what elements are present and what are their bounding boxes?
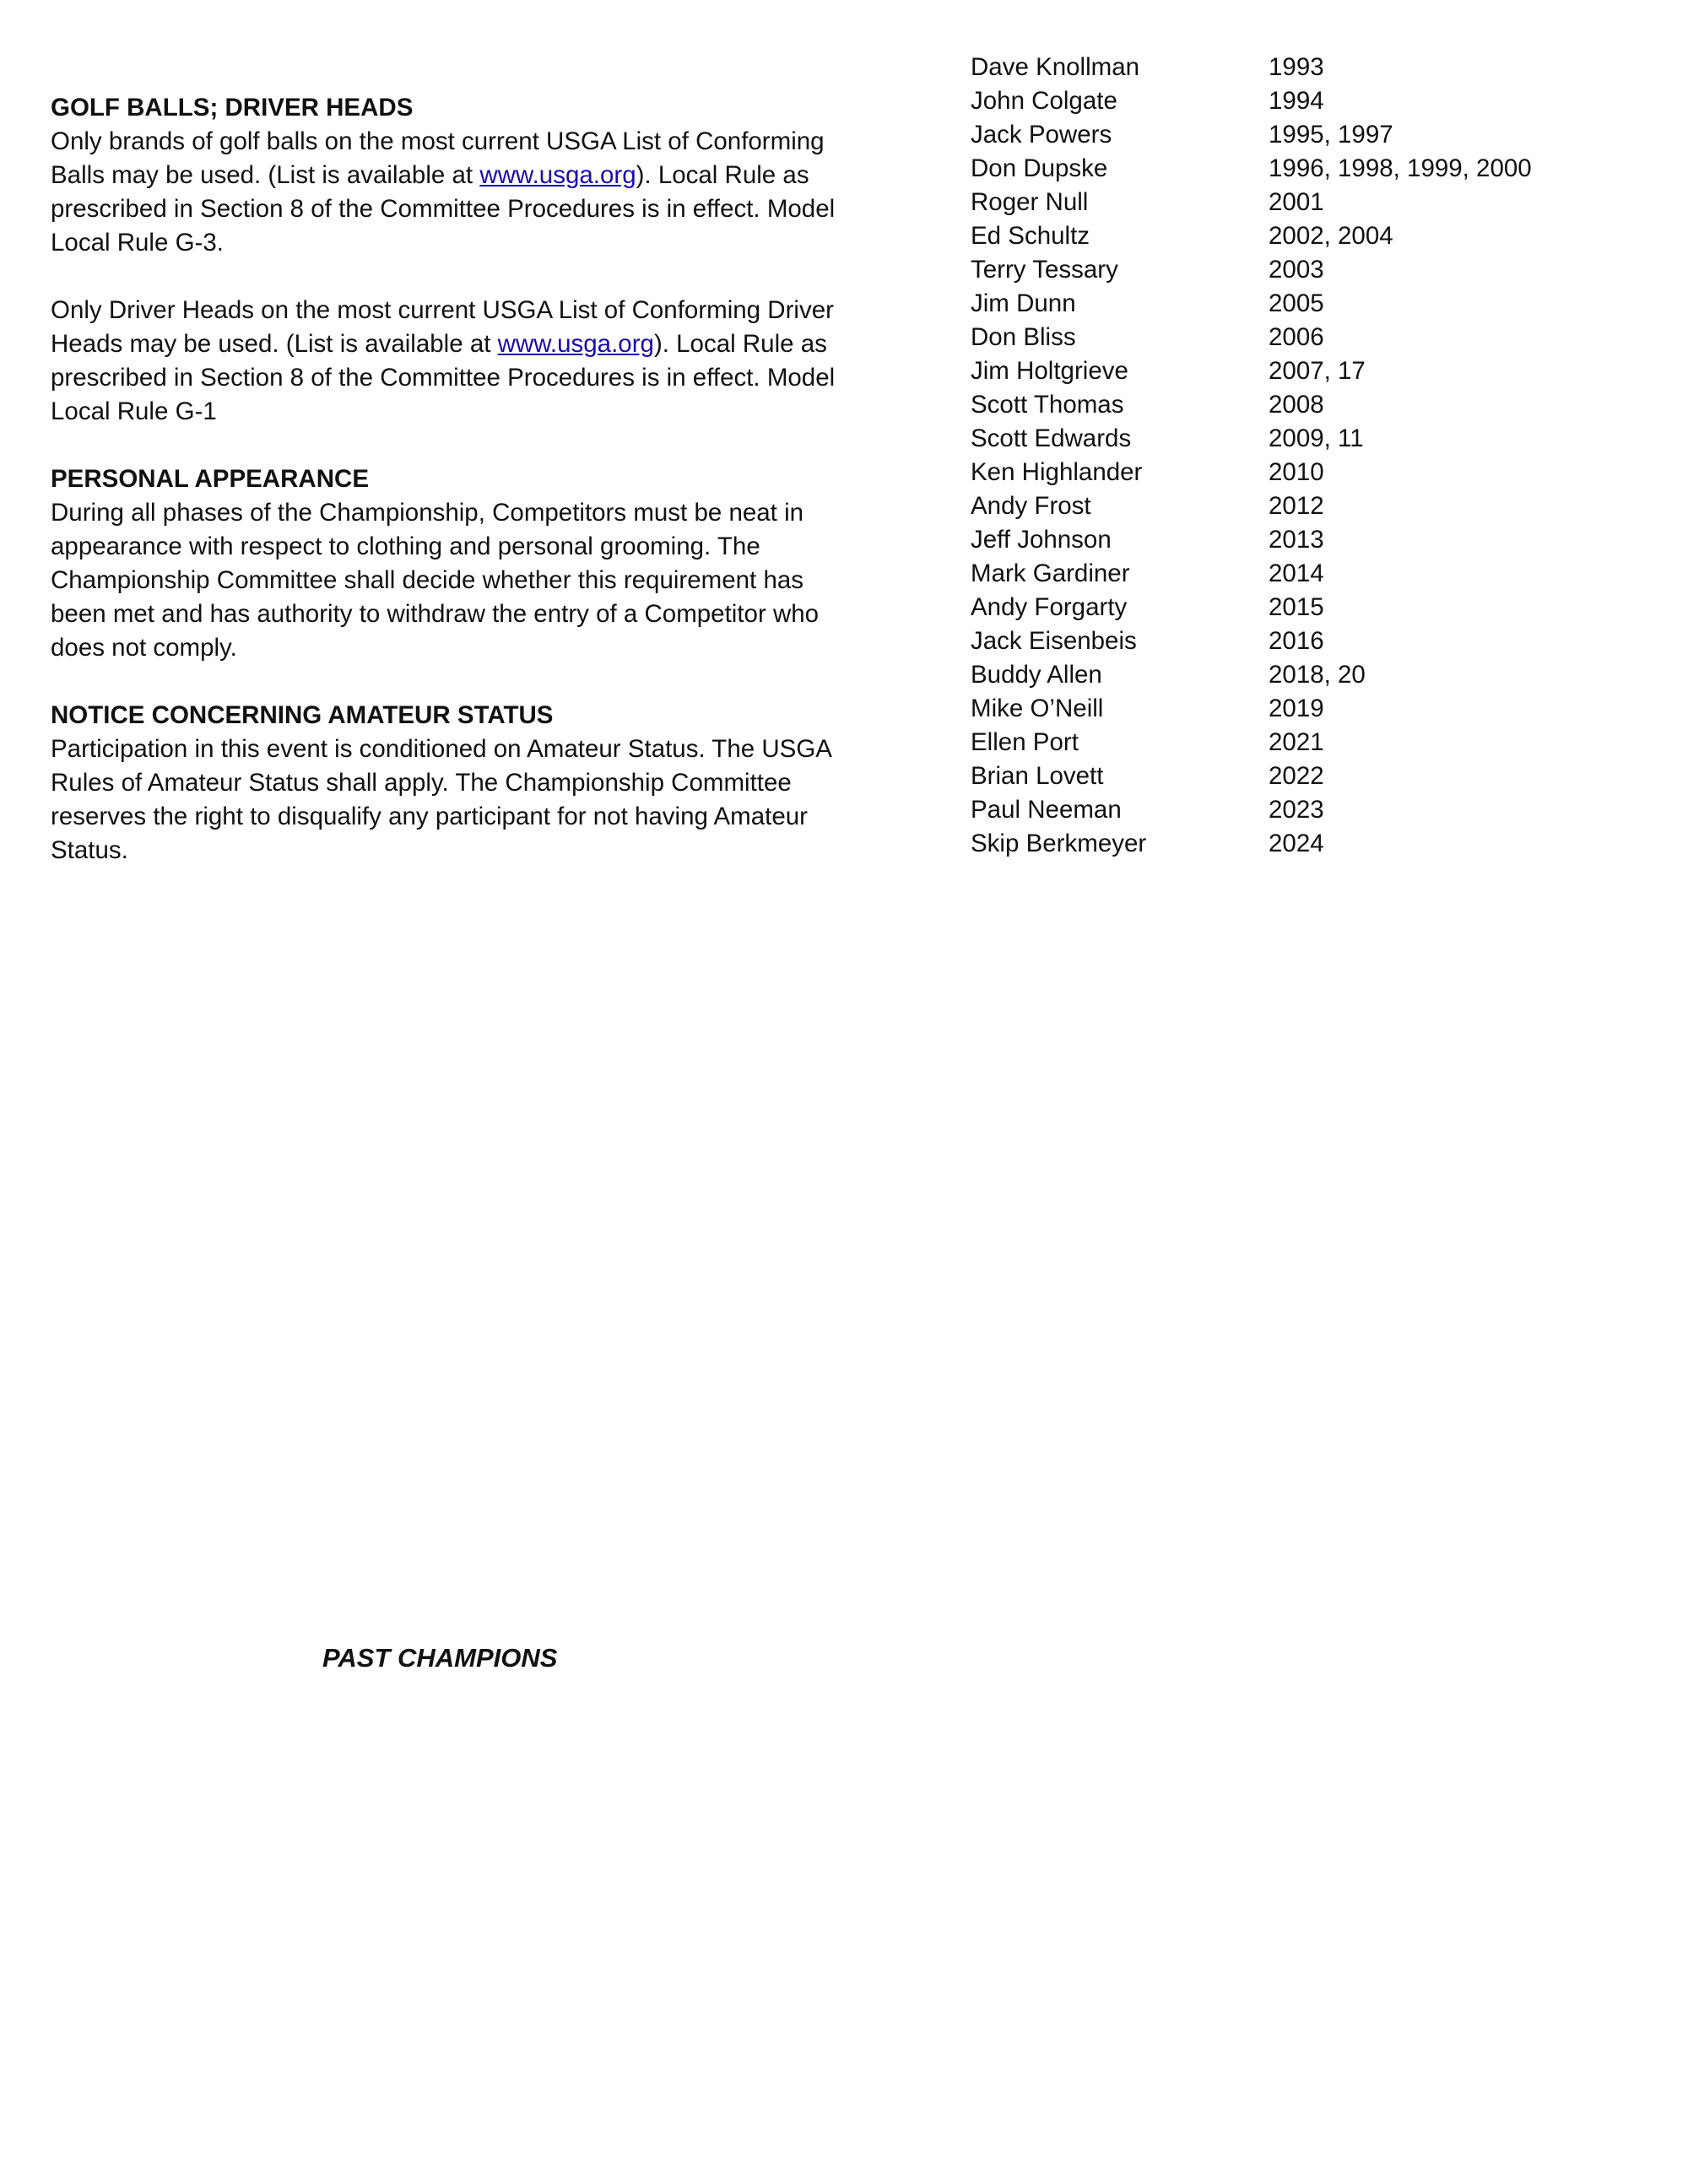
driver-heads-paragraph	[51, 294, 844, 429]
champion-row	[971, 84, 1646, 118]
amateur-status-section	[51, 699, 844, 868]
usga-link-balls[interactable]: www.usga.org	[479, 161, 636, 189]
champion-years: 2016	[1269, 627, 1324, 655]
golf-balls-text-start: Only brands of golf balls on the most current USGA List of Conforming Balls may be used. (List is available at	[51, 127, 825, 189]
champion-years: 1995, 1997	[1269, 121, 1393, 149]
champion-years: 2002, 2004	[1269, 222, 1393, 250]
champion-name: Don Dupske	[971, 154, 1108, 182]
champion-row	[971, 523, 1646, 557]
champion-row	[971, 624, 1646, 658]
champion-row	[971, 321, 1646, 354]
champion-row	[971, 152, 1646, 186]
champion-years: 1993	[1269, 53, 1324, 81]
champion-name: Andy Forgarty	[971, 593, 1128, 621]
champion-row	[971, 422, 1646, 456]
champion-years: 2006	[1269, 323, 1324, 351]
champion-name: Jeff Johnson	[971, 526, 1112, 554]
champion-years: 1996, 1998, 1999, 2000	[1269, 154, 1532, 182]
champion-years: 2009, 11	[1269, 424, 1364, 452]
personal-appearance-heading: PERSONAL APPEARANCE	[51, 465, 370, 493]
champion-row	[971, 658, 1646, 692]
golf-balls-section	[51, 91, 844, 429]
golf-balls-text-end: ). Local Rule as prescribed in Section 8 of the Committee Procedures is in effect. Model Local Rule G-3.	[51, 161, 836, 257]
champion-years: 1994	[1269, 87, 1324, 115]
champion-row	[971, 726, 1646, 760]
driver-heads-text-start: Only Driver Heads on the most current USGA List of Conforming Driver Heads may be used. (List is available at	[51, 296, 834, 358]
champion-row	[971, 118, 1646, 152]
champion-years: 2007, 17	[1269, 357, 1366, 385]
champion-years: 2013	[1269, 526, 1324, 554]
personal-appearance-section	[51, 462, 844, 665]
champion-name: Ellen Port	[971, 728, 1079, 756]
past-champions-title: PAST CHAMPIONS	[322, 1643, 558, 1673]
champion-row	[971, 219, 1646, 253]
champion-name: Ken Highlander	[971, 458, 1143, 486]
champion-name: Andy Frost	[971, 492, 1091, 520]
champion-name: Skip Berkmeyer	[971, 830, 1147, 857]
personal-appearance-text: During all phases of the Championship, Competitors must be neat in appearance with respect to clothing and personal grooming. The Championship Committee shall decide whether this requirement has been met and has authority to withdraw the entry of a Competitor who does not comply.	[51, 499, 820, 662]
champion-row	[971, 253, 1646, 287]
golf-balls-paragraph	[51, 125, 844, 260]
champion-years: 2019	[1269, 695, 1324, 722]
champion-name: Jim Holtgrieve	[971, 357, 1128, 385]
champion-name: Don Bliss	[971, 323, 1076, 351]
champion-years: 2022	[1269, 762, 1324, 790]
champion-row	[971, 354, 1646, 388]
champion-row	[971, 827, 1646, 861]
champion-row	[971, 760, 1646, 793]
champion-name: Mike O’Neill	[971, 695, 1104, 722]
champion-name: Paul Neeman	[971, 796, 1122, 824]
champion-row	[971, 489, 1646, 523]
champion-row	[971, 287, 1646, 321]
champion-years: 2024	[1269, 830, 1324, 857]
champion-row	[971, 557, 1646, 591]
champion-years: 2001	[1269, 188, 1324, 216]
champion-row	[971, 51, 1646, 84]
champion-years: 2018, 20	[1269, 661, 1366, 689]
champion-years: 2015	[1269, 593, 1324, 621]
champion-name: John Colgate	[971, 87, 1117, 115]
champion-row	[971, 793, 1646, 827]
champion-name: Brian Lovett	[971, 762, 1104, 790]
champion-name: Scott Edwards	[971, 424, 1132, 452]
champion-name: Scott Thomas	[971, 391, 1124, 419]
champion-row	[971, 456, 1646, 489]
champion-years: 2023	[1269, 796, 1324, 824]
amateur-status-text: Participation in this event is conditioned on Amateur Status. The USGA Rules of Amateur Status shall apply. The Championship Committee reserves the right to disqualify any participant for not having Amateur Status.	[51, 735, 831, 864]
golf-balls-heading: GOLF BALLS; DRIVER HEADS	[51, 94, 414, 122]
champion-row	[971, 388, 1646, 422]
champion-name: Terry Tessary	[971, 256, 1118, 284]
usga-link-drivers[interactable]: www.usga.org	[497, 330, 654, 358]
champion-years: 2021	[1269, 728, 1324, 756]
champion-row	[971, 186, 1646, 219]
champion-name: Jack Eisenbeis	[971, 627, 1137, 655]
champion-name: Mark Gardiner	[971, 560, 1130, 587]
champion-row	[971, 591, 1646, 624]
rules-column	[51, 91, 844, 901]
champion-name: Ed Schultz	[971, 222, 1090, 250]
past-champions-list	[971, 51, 1646, 861]
champion-years: 2003	[1269, 256, 1324, 284]
champion-name: Roger Null	[971, 188, 1089, 216]
champion-name: Buddy Allen	[971, 661, 1102, 689]
champion-years: 2010	[1269, 458, 1324, 486]
champion-years: 2008	[1269, 391, 1324, 419]
champion-years: 2005	[1269, 289, 1324, 317]
champion-name: Jack Powers	[971, 121, 1112, 149]
amateur-status-heading: NOTICE CONCERNING AMATEUR STATUS	[51, 701, 554, 729]
champion-name: Jim Dunn	[971, 289, 1076, 317]
champion-name: Dave Knollman	[971, 53, 1140, 81]
champion-years: 2014	[1269, 560, 1324, 587]
champion-row	[971, 692, 1646, 726]
champion-years: 2012	[1269, 492, 1324, 520]
driver-heads-text-end: ). Local Rule as prescribed in Section 8 of the Committee Procedures is in effect. Model Local Rule G-1	[51, 330, 836, 425]
